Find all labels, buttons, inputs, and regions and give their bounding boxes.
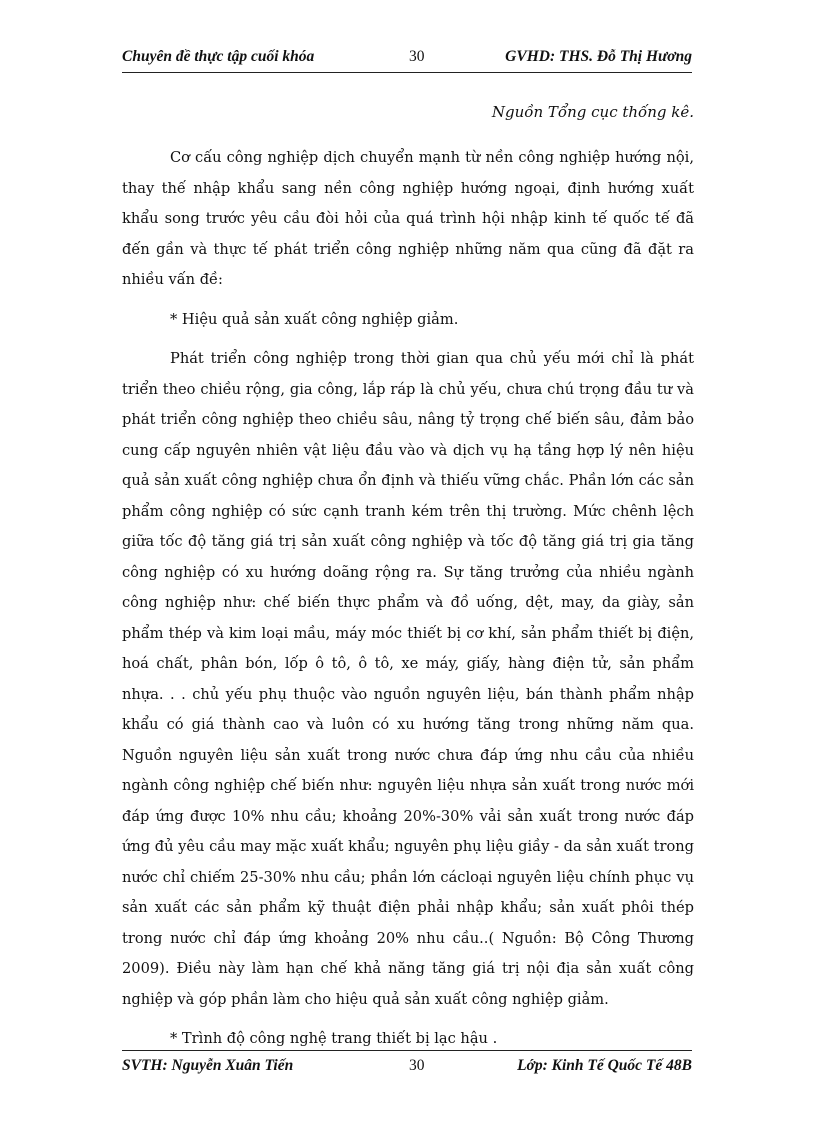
- header-divider: [122, 72, 692, 73]
- section-heading-technology: * Trình độ công nghệ trang thiết bị lạc hậu .: [170, 1030, 498, 1047]
- body-paragraph-1: Cơ cấu công nghiệp dịch chuyển mạnh từ nền công nghiệp hướng nội, thay thế nhập khẩu sang nền công nghiệp hướng ngoại, định hướng xuất khẩu song trước yêu cầu đòi hỏi của quá trình hội nhập kinh tế quốc tế đã đến gần và thực tế phát triển công nghiệp những năm qua cũng đã đặt ra nhiều vấn đề:: [122, 149, 694, 288]
- footer-class: Lớp: Kinh Tế Quốc Tế 48B: [517, 1057, 692, 1074]
- header-supervisor: GVHD: THS. Đỗ Thị Hương: [505, 48, 692, 65]
- section-heading-efficiency: * Hiệu quả sản xuất công nghiệp giảm.: [170, 310, 459, 328]
- header-page-number: 30: [409, 48, 425, 65]
- footer-student: SVTH: Nguyễn Xuân Tiến: [122, 1057, 294, 1074]
- body-paragraph-2: Phát triển công nghiệp trong thời gian qua chủ yếu mới chỉ là phát triển theo chiều rộng, gia công, lắp ráp là chủ yếu, chưa chú trọng đầu tư và phát triển công nghiệp theo chiều sâu, nâng tỷ trọng chế biến sâu, đảm bảo cung cấp nguyên nhiên vật liệu đầu vào và dịch vụ hạ tầng hợp lý nên hiệu quả sản xuất công nghiệp chưa ổn định và thiếu vững chắc. Phần lớn các sản phẩm công nghiệp có sức cạnh tranh kém trên thị trường. Mức chênh lệch giữa tốc độ tăng giá trị sản xuất công nghiệp và tốc độ tăng giá trị gia tăng công nghiệp có xu hướng doãng rộng ra. Sự tăng trưởng của nhiều ngành công nghiệp như: chế biến thực phẩm và đồ uống, dệt, may, da giày, sản phẩm thép và kim loại mầu, máy móc thiết bị cơ khí, sản phẩm thiết bị điện, hoá chất, phân bón, lốp ô tô, ô tô, xe máy, giấy, hàng điện tử, sản phẩm nhựa. . . chủ yếu phụ thuộc vào nguồn nguyên liệu, bán thành phẩm nhập khẩu có giá thành cao và luôn có xu hướng tăng trong những năm qua. Nguồn nguyên liệu sản xuất trong nước chưa đáp ứng nhu cầu của nhiều ngành công nghiệp chế biến như: nguyên liệu nhựa sản xuất trong nước mới đáp ứng được 10% nhu cầu; khoảng 20%-30% vải sản xuất trong nước đáp ứng đủ yêu cầu may mặc xuất khẩu; nguyên phụ liệu giầy - da sản xuất trong nước chỉ chiếm 25-30% nhu cầu; phần lớn cácloại nguyên liệu chính phục vụ sản xuất các sản phẩm kỹ thuật điện phải nhập khẩu; sản xuất phôi thép trong nước chỉ đáp ứng khoảng 20% nhu cầu..( Nguồn: Bộ Công Thương 2009). Điều này làm hạn chế khả năng tăng giá trị nội địa sản xuất công nghiệp và góp phần làm cho hiệu quả sản xuất công nghiệp giảm.: [122, 350, 694, 1008]
- source-note: Nguồn Tổng cục thống kê.: [491, 103, 694, 121]
- footer-page-number: 30: [409, 1057, 425, 1074]
- page-body: [122, 143, 694, 1064]
- page-footer: [122, 1057, 692, 1079]
- page-header: [122, 48, 692, 70]
- footer-divider: [122, 1050, 692, 1051]
- header-document-title: Chuyên đề thực tập cuối khóa: [122, 48, 315, 65]
